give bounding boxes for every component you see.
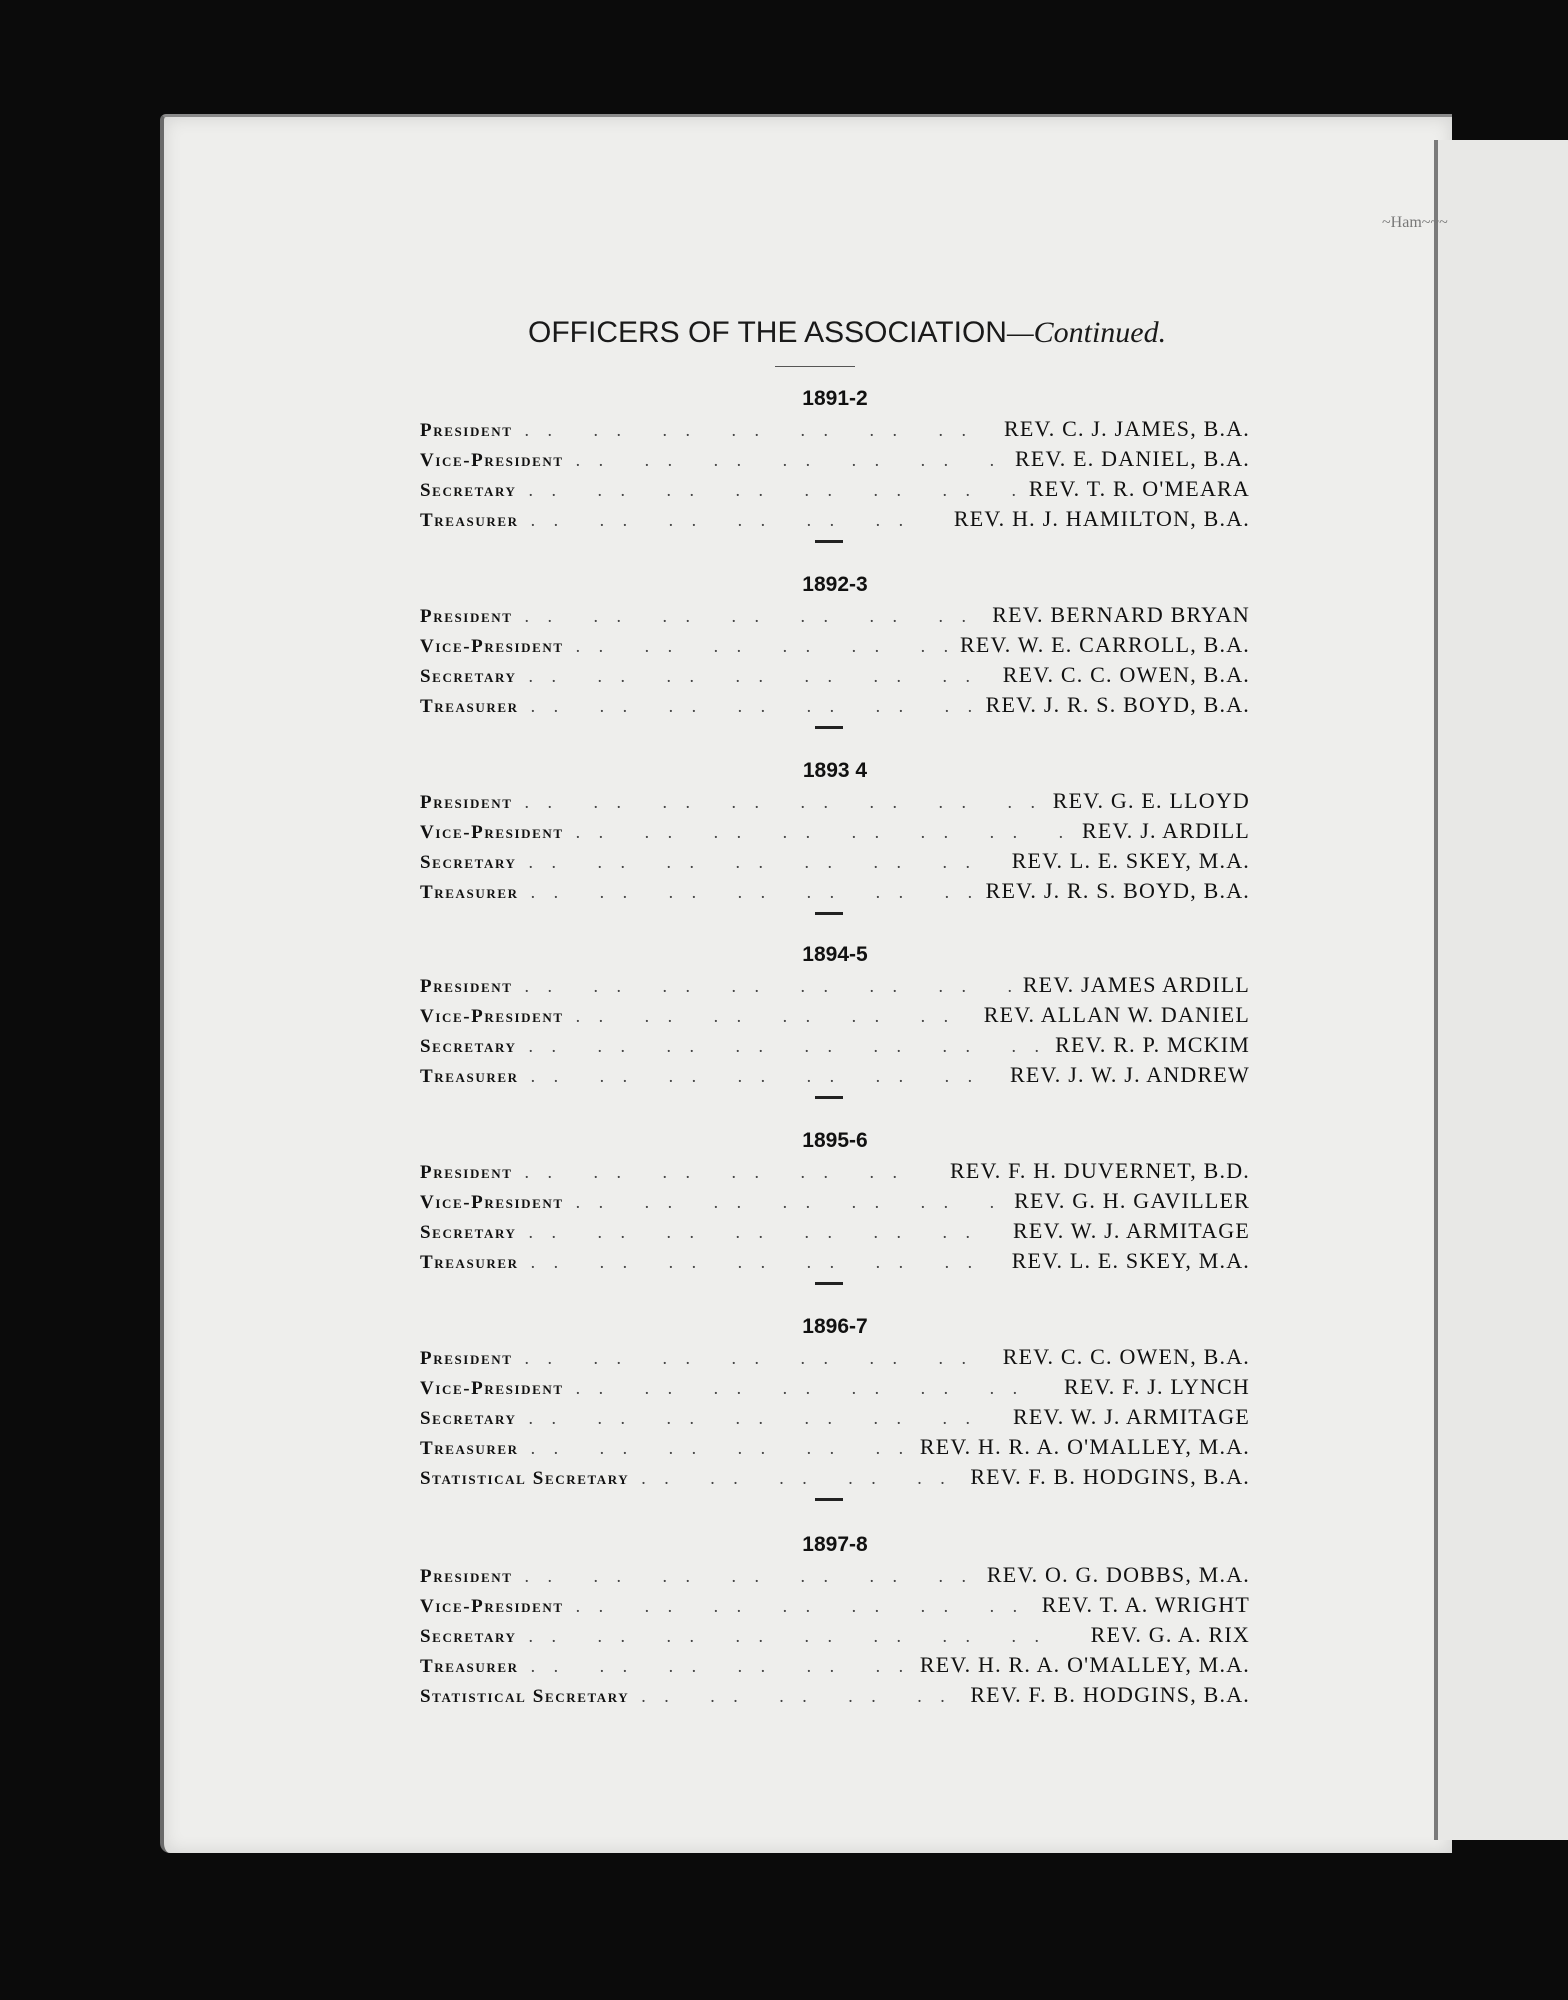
section-divider (815, 912, 843, 915)
office-title: President (420, 420, 513, 441)
officer-row (420, 1402, 1250, 1432)
office-title: Secretary (420, 1626, 517, 1647)
year-heading: 1897-8 (802, 1533, 868, 1556)
officer-name: REV. F. H. DUVERNET, B.D. (950, 1158, 1250, 1183)
page-title (528, 316, 1167, 350)
officer-name: REV. J. R. S. BOYD, B.A. (985, 692, 1250, 717)
officer-name: REV. J. ARDILL (1082, 818, 1250, 843)
dot-leader (524, 601, 980, 631)
dot-leader (576, 1591, 1030, 1621)
office-title: President (420, 1348, 513, 1369)
officer-row (420, 474, 1250, 504)
dot-leader (531, 691, 974, 721)
officer-row (420, 1650, 1250, 1680)
office-title: Vice-President (420, 450, 564, 471)
section-divider (815, 1096, 843, 1099)
dot-leader (529, 847, 1000, 877)
office-title: President (420, 792, 513, 813)
dot-leader (576, 631, 948, 661)
officer-row (420, 600, 1250, 630)
office-title: Treasurer (420, 1066, 519, 1087)
officer-row (420, 846, 1250, 876)
dot-leader (529, 661, 991, 691)
year-heading: 1893 4 (802, 759, 868, 782)
dot-leader (531, 877, 974, 907)
officer-row (420, 660, 1250, 690)
officer-row (420, 1372, 1250, 1402)
office-title: Vice-President (420, 822, 564, 843)
year-section (420, 384, 1250, 543)
year-section (420, 940, 1250, 1099)
officer-name: REV. H. R. A. O'MALLEY, M.A. (919, 1652, 1250, 1677)
officer-row (420, 504, 1250, 534)
year-heading: 1894-5 (802, 943, 868, 966)
officer-name: REV. L. E. SKEY, M.A. (1011, 1248, 1250, 1273)
officer-name: REV. W. E. CARROLL, B.A. (960, 632, 1250, 657)
dot-leader (529, 1217, 1002, 1247)
office-title: Secretary (420, 852, 517, 873)
office-title: President (420, 606, 513, 627)
officer-row (420, 970, 1250, 1000)
dot-leader (531, 1651, 908, 1681)
pencil-mark: ~Ham~~~ (1382, 214, 1448, 231)
section-divider (815, 1282, 843, 1285)
office-title: Vice-President (420, 1378, 564, 1399)
officer-name: REV. O. G. DOBBS, M.A. (986, 1562, 1250, 1587)
year-heading: 1892-3 (802, 573, 868, 596)
dot-leader (531, 1247, 1000, 1277)
section-divider (815, 540, 843, 543)
officer-name: REV. H. J. HAMILTON, B.A. (953, 506, 1250, 531)
officer-name: REV. E. DANIEL, B.A. (1014, 446, 1250, 471)
section-divider (815, 726, 843, 729)
page-title-suffix: —Continued. (1006, 316, 1167, 349)
officer-name: REV. T. R. O'MEARA (1028, 476, 1250, 501)
officer-row (420, 1590, 1250, 1620)
dot-leader (576, 1373, 1052, 1403)
officer-row (420, 1246, 1250, 1276)
officer-name: REV. T. A. WRIGHT (1041, 1592, 1250, 1617)
officer-name: REV. J. W. J. ANDREW (1010, 1062, 1250, 1087)
officer-name: REV. H. R. A. O'MALLEY, M.A. (919, 1434, 1250, 1459)
officer-row (420, 1680, 1250, 1710)
office-title: Secretary (420, 480, 517, 501)
officer-row (420, 630, 1250, 660)
office-title: Vice-President (420, 1192, 564, 1213)
office-title: Treasurer (420, 1438, 519, 1459)
dot-leader (531, 505, 942, 535)
section-divider (815, 1498, 843, 1501)
office-title: Secretary (420, 1036, 517, 1057)
officer-name: REV. F. B. HODGINS, B.A. (970, 1464, 1250, 1489)
office-title: Treasurer (420, 882, 519, 903)
officer-name: REV. C. J. JAMES, B.A. (1003, 416, 1250, 441)
office-title: President (420, 1566, 513, 1587)
dot-leader (576, 817, 1070, 847)
officer-name: REV. L. E. SKEY, M.A. (1011, 848, 1250, 873)
officer-row (420, 876, 1250, 906)
year-heading: 1895-6 (802, 1129, 868, 1152)
dot-leader (531, 1061, 998, 1091)
year-section (420, 1312, 1250, 1501)
officer-row (420, 1030, 1250, 1060)
dot-leader (641, 1463, 958, 1493)
office-title: Secretary (420, 1222, 517, 1243)
officer-row (420, 1342, 1250, 1372)
dot-leader (529, 1403, 1002, 1433)
officer-row (420, 1432, 1250, 1462)
officer-row (420, 1156, 1250, 1186)
title-rule (775, 366, 855, 367)
office-title: Statistical Secretary (420, 1468, 630, 1489)
next-page-edge (1438, 140, 1568, 1840)
dot-leader (529, 1621, 1079, 1651)
office-title: Secretary (420, 666, 517, 687)
officer-name: REV. C. C. OWEN, B.A. (1002, 662, 1250, 687)
officer-name: REV. JAMES ARDILL (1022, 972, 1250, 997)
office-title: Treasurer (420, 1656, 519, 1677)
office-title: President (420, 1162, 513, 1183)
officer-name: REV. ALLAN W. DANIEL (983, 1002, 1250, 1027)
officer-row (420, 786, 1250, 816)
officer-row (420, 1462, 1250, 1492)
officer-name: REV. W. J. ARMITAGE (1013, 1218, 1250, 1243)
officer-row (420, 444, 1250, 474)
office-title: Vice-President (420, 1006, 564, 1027)
officer-name: REV. C. C. OWEN, B.A. (1002, 1344, 1250, 1369)
office-title: Secretary (420, 1408, 517, 1429)
page-fold (1434, 140, 1438, 1840)
dot-leader (576, 445, 1003, 475)
office-title: Vice-President (420, 636, 564, 657)
officer-row (420, 690, 1250, 720)
dot-leader (524, 1343, 990, 1373)
officer-name: REV. F. B. HODGINS, B.A. (970, 1682, 1250, 1707)
officer-row (420, 1560, 1250, 1590)
office-title: President (420, 976, 513, 997)
year-section (420, 1530, 1250, 1710)
year-section (420, 756, 1250, 915)
office-title: Statistical Secretary (420, 1686, 630, 1707)
officer-name: REV. G. A. RIX (1090, 1622, 1250, 1647)
dot-leader (524, 415, 991, 445)
officer-row (420, 1216, 1250, 1246)
officer-name: REV. J. R. S. BOYD, B.A. (985, 878, 1250, 903)
year-heading: 1891-2 (802, 387, 868, 410)
dot-leader (576, 1001, 972, 1031)
officer-name: REV. R. P. MCKIM (1055, 1032, 1250, 1057)
dot-leader (529, 1031, 1044, 1061)
officer-name: REV. W. J. ARMITAGE (1013, 1404, 1250, 1429)
officer-row (420, 816, 1250, 846)
officer-row (420, 1000, 1250, 1030)
year-heading: 1896-7 (802, 1315, 868, 1338)
officer-name: REV. BERNARD BRYAN (992, 602, 1250, 627)
officer-name: REV. F. J. LYNCH (1064, 1374, 1250, 1399)
dot-leader (524, 971, 1010, 1001)
officer-row (420, 1060, 1250, 1090)
office-title: Vice-President (420, 1596, 564, 1617)
dot-leader (529, 475, 1017, 505)
page-title-main: OFFICERS OF THE ASSOCIATION (528, 316, 1007, 349)
officer-name: REV. G. E. LLOYD (1052, 788, 1250, 813)
office-title: Treasurer (420, 1252, 519, 1273)
dot-leader (524, 787, 1040, 817)
office-title: Treasurer (420, 510, 519, 531)
dot-leader (524, 1561, 974, 1591)
year-section (420, 1126, 1250, 1285)
officer-name: REV. G. H. GAVILLER (1014, 1188, 1250, 1213)
dot-leader (576, 1187, 1002, 1217)
officer-row (420, 414, 1250, 444)
dot-leader (531, 1433, 908, 1463)
officer-row (420, 1186, 1250, 1216)
officer-row (420, 1620, 1250, 1650)
year-section (420, 570, 1250, 729)
office-title: Treasurer (420, 696, 519, 717)
dot-leader (524, 1157, 938, 1187)
dot-leader (641, 1681, 958, 1711)
